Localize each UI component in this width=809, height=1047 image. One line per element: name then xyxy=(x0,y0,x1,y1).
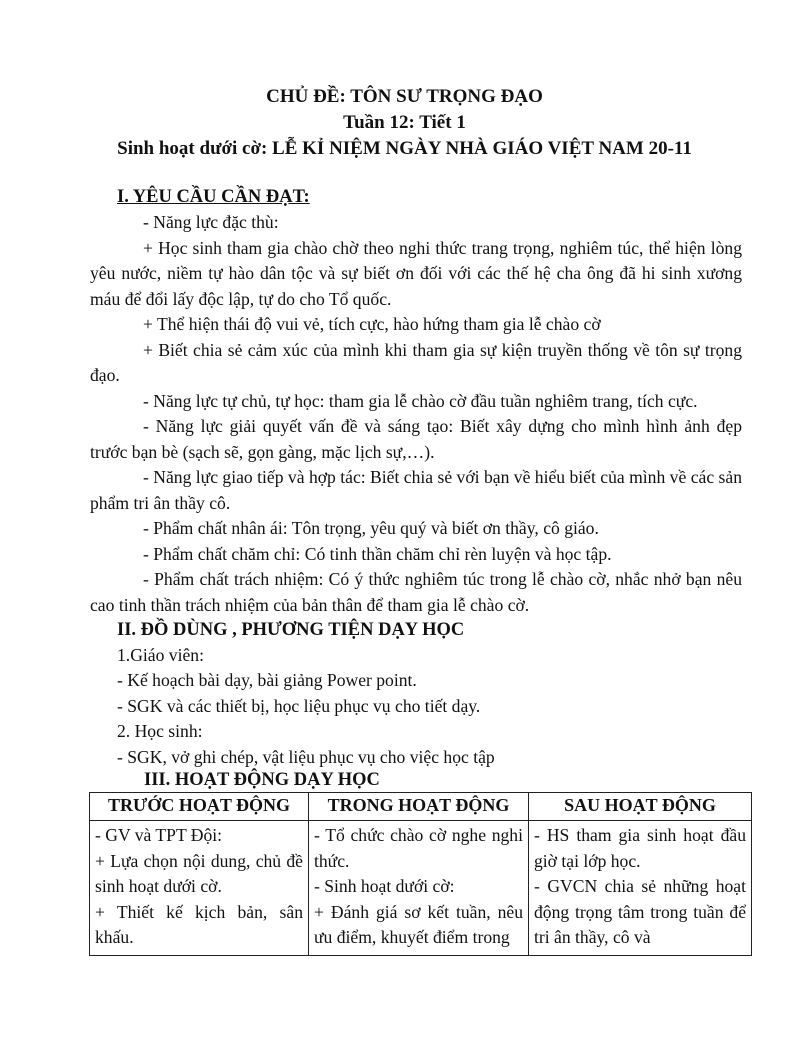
cell-line: + Lựa chọn nội dung, chủ đề sinh hoạt dưới cờ. xyxy=(95,850,303,896)
paragraph: + Thể hiện thái độ vui vẻ, tích cực, hào hứng tham gia lễ chào cờ xyxy=(143,314,601,334)
activity-table xyxy=(89,792,752,956)
section2-heading: II. ĐỒ DÙNG , PHƯƠNG TIỆN DẠY HỌC xyxy=(117,620,465,640)
cell-line: - Tổ chức chào cờ nghe nghi thức. xyxy=(314,825,523,871)
list-item: - SGK và các thiết bị, học liệu phục vụ cho tiết dạy. xyxy=(117,696,481,716)
paragraph: - Phẩm chất trách nhiệm: Có ý thức nghiêm túc trong lễ chào cờ, nhắc nhở bạn nêu cao tinh thần trách nhiệm của bản thân để tham gia lễ chào cờ. xyxy=(90,569,742,615)
cell-line: - HS tham gia sinh hoạt đầu giờ tại lớp học. xyxy=(534,825,746,871)
table-row xyxy=(90,821,752,956)
section1-body xyxy=(90,210,742,618)
paragraph: - Năng lực giao tiếp và hợp tác: Biết chia sẻ với bạn về hiểu biết của mình về các sản phẩm tri ân thầy cô. xyxy=(90,467,742,513)
paragraph: + Học sinh tham gia chào chờ theo nghi thức trang trọng, nghiêm túc, thể hiện lòng yêu nước, niềm tự hào dân tộc và sự biết ơn đối với các thế hệ cha ông đã hi sinh xương máu để đổi lấy độc lập, tự do cho Tổ quốc. xyxy=(90,237,742,309)
cell-after xyxy=(529,821,752,956)
activity-title: Sinh hoạt dưới cờ: LỄ KỈ NIỆM NGÀY NHÀ GIÁO VIỆT NAM 20-11 xyxy=(117,138,692,159)
section1-heading: I. YÊU CẦU CẦN ĐẠT: xyxy=(117,187,310,207)
teacher-label: 1.Giáo viên: xyxy=(117,645,204,665)
list-item: - Kế hoạch bài dạy, bài giảng Power point. xyxy=(117,670,417,690)
paragraph: - Năng lực giải quyết vấn đề và sáng tạo: Biết xây dựng cho mình hình ảnh đẹp trước bạn bè (sạch sẽ, gọn gàng, mặc lịch sự,…). xyxy=(90,416,742,462)
list-item: - SGK, vở ghi chép, vật liệu phục vụ cho việc học tập xyxy=(117,747,495,767)
paragraph: - Năng lực tự chủ, tự học: tham gia lễ chào cờ đầu tuần nghiêm trang, tích cực. xyxy=(143,390,698,411)
cell-line: - Sinh hoạt dưới cờ: xyxy=(314,876,455,896)
student-label: 2. Học sinh: xyxy=(117,721,203,741)
cell-before xyxy=(90,821,309,956)
week-title: Tuần 12: Tiết 1 xyxy=(343,112,466,133)
paragraph: + Biết chia sẻ cảm xúc của mình khi tham gia sự kiện truyền thống về tôn sự trọng đạo. xyxy=(90,339,742,385)
topic-title: CHỦ ĐỀ: TÔN SƯ TRỌNG ĐẠO xyxy=(266,86,543,107)
paragraph: - Phẩm chất chăm chỉ: Có tinh thần chăm chỉ rèn luyện và học tập. xyxy=(143,543,612,564)
table-header-row xyxy=(90,793,752,821)
cell-line: - GV và TPT Đội: xyxy=(95,825,223,845)
cell-line: - GVCN chia sẻ những hoạt động trọng tâm trong tuần để tri ân thầy, cô và xyxy=(534,876,746,947)
paragraph: - Năng lực đặc thù: xyxy=(143,212,279,232)
cell-line: + Thiết kế kịch bản, sân khấu. xyxy=(95,901,303,947)
paragraph: - Phẩm chất nhân ái: Tôn trọng, yêu quý và biết ơn thầy, cô giáo. xyxy=(143,518,599,538)
section3-heading: III. HOẠT ĐỘNG DẠY HỌC xyxy=(144,770,380,790)
column-header-before: TRƯỚC HOẠT ĐỘNG xyxy=(90,793,309,821)
column-header-during: TRONG HOẠT ĐỘNG xyxy=(309,793,529,821)
cell-line: + Đánh giá sơ kết tuần, nêu ưu điểm, khuyết điểm trong xyxy=(314,901,523,947)
column-header-after: SAU HOẠT ĐỘNG xyxy=(529,793,752,821)
cell-during xyxy=(309,821,529,956)
